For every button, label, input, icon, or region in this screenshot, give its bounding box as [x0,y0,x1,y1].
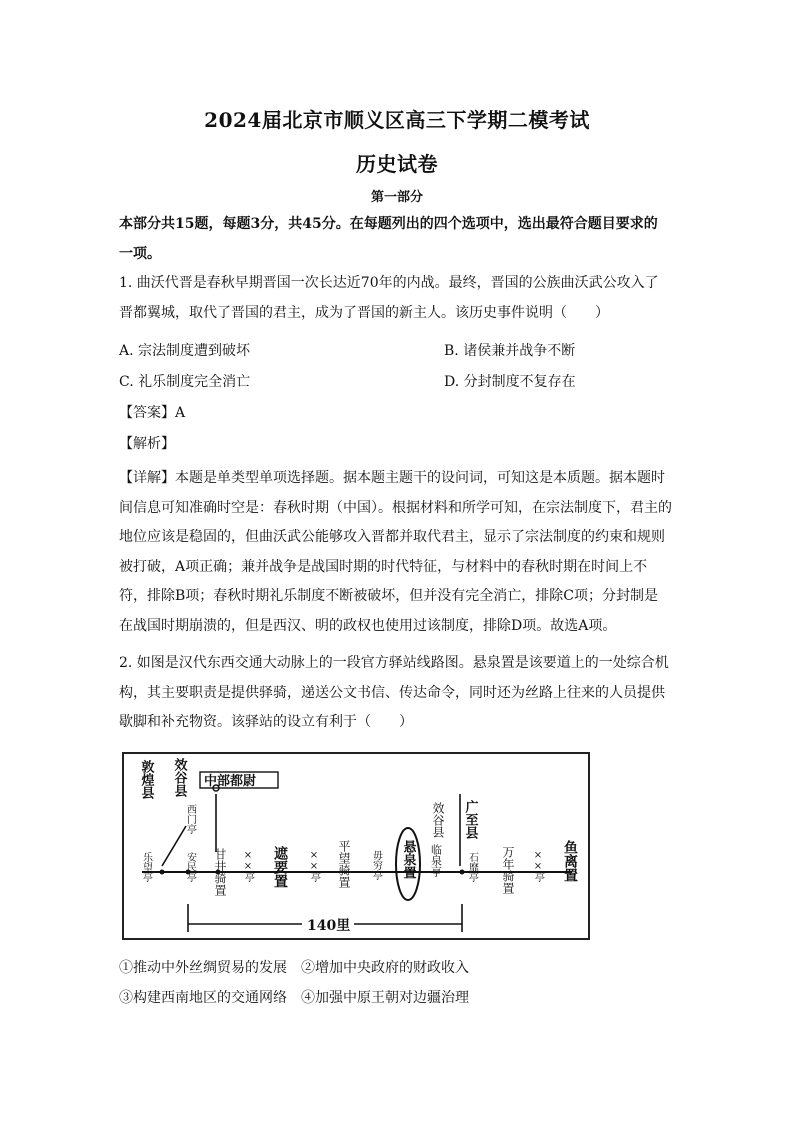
q2-options-line: ①推动中外丝绸贸易的发展 ②增加中央政府的财政收入 [119,960,469,976]
section-heading: 第一部分 [370,190,423,205]
q1-option-a: A. 宗法制度遭到破坏 [119,343,251,359]
q1-stem-line: 晋都翼城，取代了晋国的君主，成为了晋国的新主人。该历史事件说明（ ） [119,304,609,321]
q1-detail-line: 符，排除B项；春秋时期礼乐制度不断被破坏，但并没有完全消亡，排除C项；分封制是 [119,588,658,604]
lewang-label: 乐望亭 [140,852,152,882]
q1-analysis-label: 【解析】 [119,436,175,452]
q2-stem [119,649,679,738]
instructions-line: 一项。 [119,245,161,262]
exam-title: 2024届北京市顺义区高三下学期二模考试 [204,108,590,132]
instructions [119,210,679,328]
distance-label: 140里 [307,918,351,934]
ximen-label: 西门亭 [184,804,196,834]
linquan-label: 临泉亭 [429,844,443,877]
q1-detail-line: 间信息可知准确时空是：春秋时期（中国）。根据材料和所学可知，在宗法制度下，君主的 [119,499,672,516]
wannian-label: 万年骑置 [501,846,515,894]
zhongbu-label: 中部都尉 [204,774,257,789]
exam-subject-title: 历史试卷 [356,152,438,176]
xiaogu-right-label: 效谷县 [431,802,445,838]
q1-answer: 【答案】A [119,405,186,421]
q1-detail-line: 【详解】本题是单类型单项选择题。据本题主题干的设问词，可知这是本质题。据本题时 [119,470,665,486]
q1-stem-line: 1. 曲沃代晋是春秋早期晋国一次长达近70年的内战。最终，晋国的公族曲沃武公攻入了 [119,275,659,291]
anmin-label: 安民亭 [184,852,196,882]
relay-station-map [122,752,590,940]
q1-detail [119,464,679,641]
q1-detail-line: 被打破，A项正确；兼并战争是战国时期的时代特征，与材料中的春秋时期在时间上不 [119,558,648,575]
pingwang-label: 平望骑置 [337,840,351,888]
instructions-line: 本部分共15题，每题3分，共45分。在每题列出的四个选项中，选出最符合题目要求的 [119,216,658,232]
dunhuang-label: 敦煌县 [138,760,154,799]
shimi-label: 石靡亭 [466,852,478,882]
xx3-label: ××亭 [532,850,544,882]
q1-option-c: C. 礼乐制度完全消亡 [119,374,251,390]
wufen-label: 毋穷亭 [370,850,382,880]
xiaogu-left-label: 效谷县 [171,758,187,797]
q2-stem-line: 歇脚和补充物资。该驿站的设立有利于（ ） [119,714,413,730]
q2-options-line: ③构建西南地区的交通网络 ④加强中原王朝对边疆治理 [119,990,469,1006]
guangzhi-label: 广至县 [462,800,478,839]
q1-option-d: D. 分封制度不复存在 [444,374,576,390]
q2-stem-line: 构，其主要职责是提供驿骑，递送公文书信、传达命令，同时还为丝路上往来的人员提供 [119,684,665,701]
q2-stem-line: 2. 如图是汉代东西交通大动脉上的一段官方驿站线路图。悬泉置是该要道上的一处综合机 [119,655,669,671]
xx1-label: ××亭 [242,850,254,882]
xuanquan-label: 悬泉置 [400,840,416,879]
q1-detail-line: 在战国时期崩溃的，但是西汉、明的政权也使用过该制度，排除D项。故选A项。 [119,617,617,634]
zheyao-label: 遮要置 [272,846,288,888]
q1-option-b: B. 诸侯兼并战争不断 [444,343,576,359]
yuli-label: 鱼离置 [562,840,578,882]
xx2-label: ××亭 [308,850,320,882]
q1-detail-line: 地位应该是稳固的，但曲沃武公能够攻入晋都并取代君主，显示了宗法制度的约束和规则 [119,529,665,545]
ganjing-label: 甘井骑置 [213,848,227,896]
